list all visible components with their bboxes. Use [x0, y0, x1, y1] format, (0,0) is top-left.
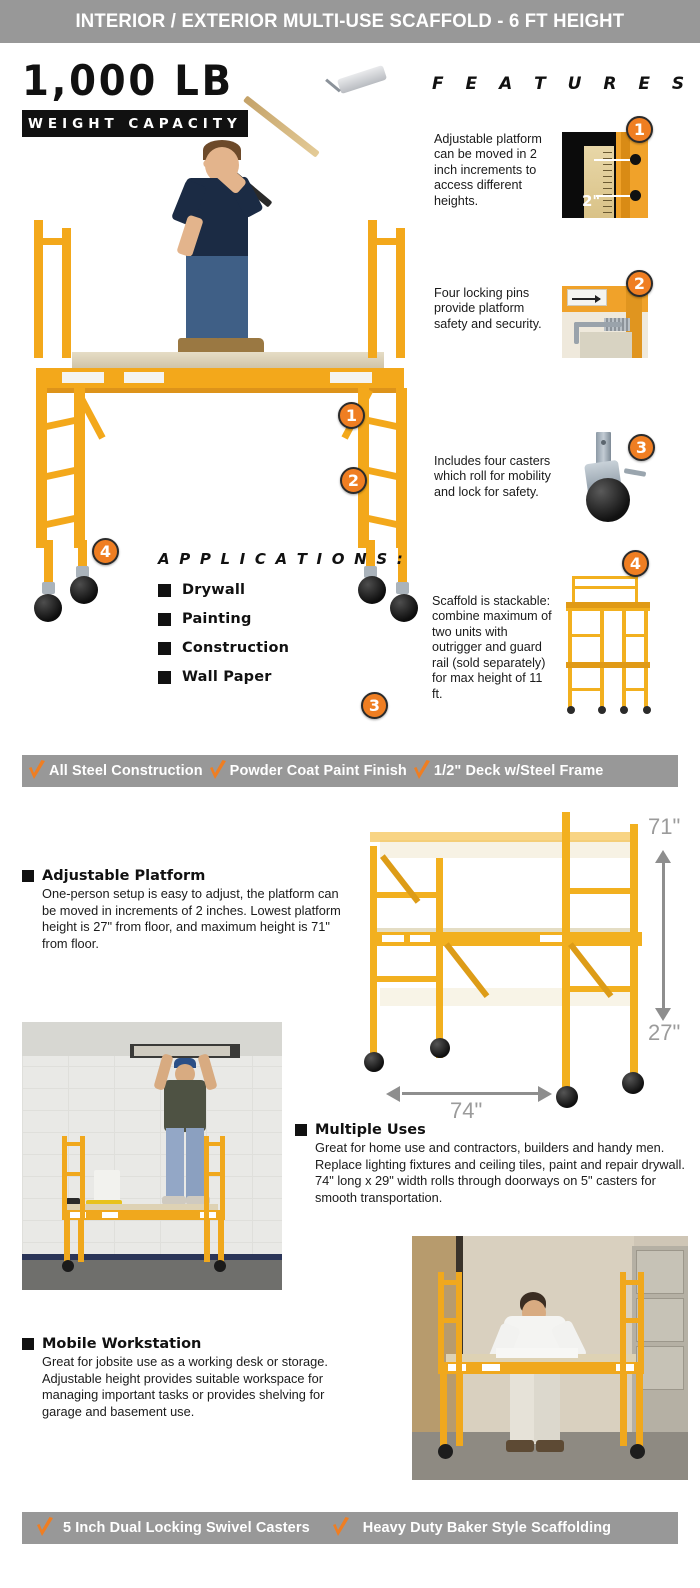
square-bullet-icon [158, 642, 171, 655]
square-bullet-icon [158, 613, 171, 626]
info-body: One-person setup is easy to adjust, the platform can be moved in increments of 2 inches. Lowest platform height is 27" from floor, and maximum height is 71" from floor. [42, 886, 341, 951]
square-bullet-icon [158, 584, 171, 597]
caster-wheel [34, 594, 62, 622]
feature-1-text: Adjustable platform can be moved in 2 inch increments to access different heights. [434, 132, 542, 208]
locking-pin-detail-photo [562, 286, 648, 358]
two-inch-label: 2" [582, 192, 601, 210]
hero-callout-3: 3 [361, 692, 388, 719]
paint-roller-icon [337, 65, 387, 94]
square-bullet-icon [22, 870, 34, 882]
mobile-workstation-desk-photo [412, 1236, 688, 1480]
feature-4-image-wrap [560, 554, 656, 712]
hero-callout-2: 2 [340, 467, 367, 494]
strip-top-item-3: 1/2" Deck w/Steel Frame [413, 760, 604, 782]
info-block-adjustable-platform [22, 868, 352, 953]
weight-capacity-value: 1,000 LB [22, 56, 234, 105]
hero-callout-4: 4 [92, 538, 119, 565]
applications-list [158, 582, 405, 685]
feature-strip-bottom [22, 1512, 678, 1544]
feature-item-1 [434, 120, 648, 218]
length-dimension-arrow [402, 1092, 542, 1095]
height-dimension-arrow [662, 860, 665, 1010]
feature-1-image-wrap [562, 120, 648, 218]
feature-strip-top [22, 755, 678, 787]
strip-bottom-item-2: Heavy Duty Baker Style Scaffolding [332, 1517, 611, 1539]
applications-list-item: Construction [158, 640, 405, 656]
info-body: Great for jobsite use as a working desk or storage. Adjustable height provides suitable workspace for managing important tasks or provides shelving for garage and basement use. [42, 1354, 328, 1419]
applications-list-item: Painting [158, 611, 405, 627]
applications-list-item: Wall Paper [158, 669, 405, 685]
feature-badge-2: 2 [626, 270, 653, 297]
stacked-scaffold-photo [560, 576, 656, 712]
strip-top-item-2: Powder Coat Paint Finish [209, 760, 407, 782]
dimension-height-min: 27" [648, 1020, 681, 1045]
square-bullet-icon [295, 1124, 307, 1136]
feature-3-text: Includes four casters which roll for mobility and lock for safety. [434, 454, 551, 499]
feature-4-text: Scaffold is stackable: combine maximum of two units with outrigger and guard rail (sold separately) for max height of 11 ft. [432, 594, 552, 701]
info-title: Multiple Uses [315, 1122, 426, 1138]
square-bullet-icon [22, 1338, 34, 1350]
dimension-length: 74" [450, 1098, 483, 1123]
applications-list-item: Drywall [158, 582, 405, 598]
strip-top-item-1: All Steel Construction [28, 760, 203, 782]
checkmark-icon [36, 1517, 54, 1539]
applications-title: A P P L I C A T I O N S : [158, 550, 405, 568]
page-header-bar [0, 0, 700, 43]
info-title: Mobile Workstation [42, 1336, 202, 1352]
checkmark-icon [332, 1517, 350, 1539]
caster-wheel [70, 576, 98, 604]
feature-item-3 [434, 432, 648, 524]
checkmark-icon [28, 760, 46, 782]
feature-item-4 [432, 554, 656, 712]
feature-badge-1: 1 [626, 116, 653, 143]
feature-badge-4: 4 [622, 550, 649, 577]
extension-pole [243, 95, 320, 157]
checkmark-icon [413, 760, 431, 782]
hero-callout-1: 1 [338, 402, 365, 429]
info-title: Adjustable Platform [42, 868, 206, 884]
strip-bottom-item-1: 5 Inch Dual Locking Swivel Casters [36, 1517, 310, 1539]
square-bullet-icon [158, 671, 171, 684]
info-block-mobile-workstation [22, 1336, 362, 1421]
scaffold-dimension-diagram-photo [340, 800, 700, 1123]
adjustable-platform-detail-photo [562, 132, 648, 218]
feature-2-image-wrap [562, 274, 648, 358]
ceiling-tile-install-photo [22, 1022, 282, 1290]
feature-3-image-wrap [562, 432, 648, 524]
feature-2-text: Four locking pins provide platform safety and security. [434, 286, 542, 331]
feature-item-2 [434, 274, 648, 358]
page-title: INTERIOR / EXTERIOR MULTI-USE SCAFFOLD - 6 FT HEIGHT [75, 10, 625, 32]
checkmark-icon [209, 760, 227, 782]
applications-block [158, 550, 405, 698]
dimension-height-max: 71" [648, 814, 681, 839]
weight-capacity-label: WEIGHT CAPACITY [28, 116, 242, 132]
info-block-multiple-uses [295, 1122, 690, 1207]
features-heading: F E A T U R E S [432, 74, 693, 94]
feature-badge-3: 3 [628, 434, 655, 461]
info-body: Great for home use and contractors, builders and handy men. Replace lighting fixtures and ceiling tiles, paint and repair drywall. 74" long x 29" width rolls through doorways on 5" casters for smooth transportation. [315, 1140, 685, 1205]
